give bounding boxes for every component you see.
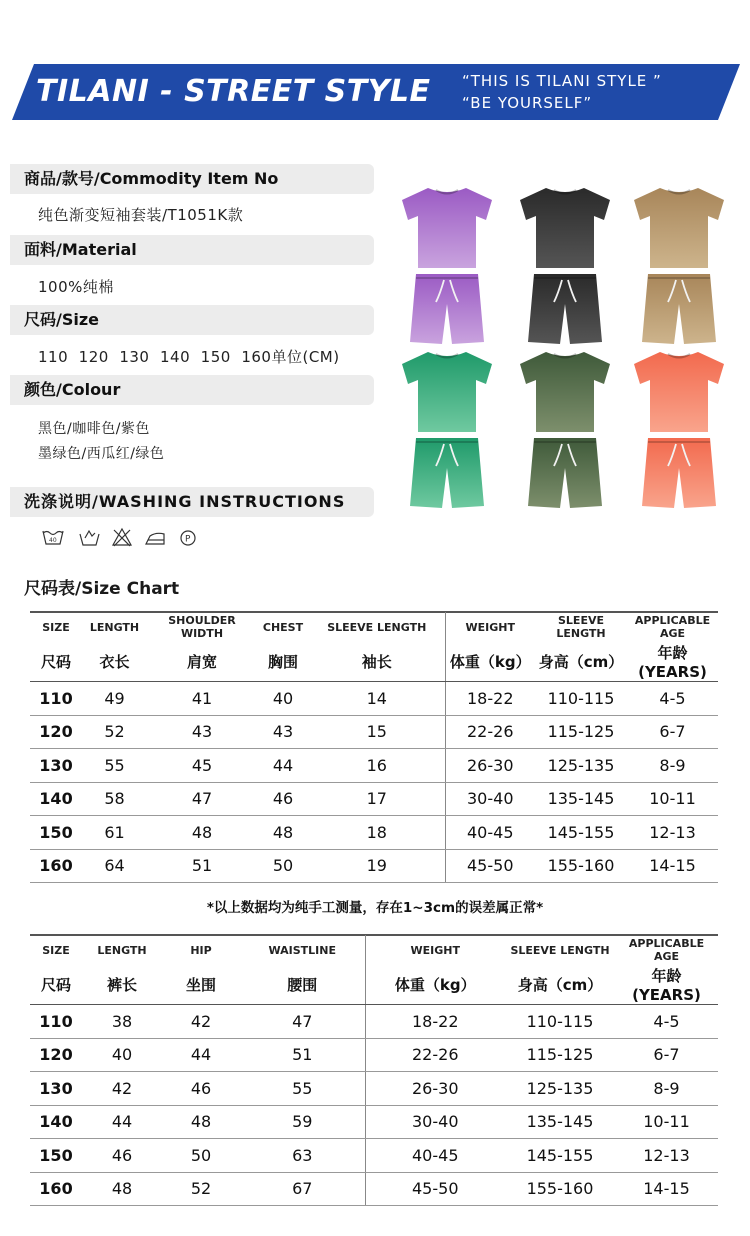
product-watermelon-red <box>632 350 726 518</box>
table-row-cell: 125-135 <box>535 749 627 783</box>
header-cn-row-cell: 体重（kg） <box>365 965 505 1005</box>
header-cn-row-cell: 腰围 <box>240 965 365 1005</box>
item-value: 纯色渐变短袖套装/T1051K款 <box>38 206 244 224</box>
header-en-row-cell: HIP <box>190 943 212 957</box>
table-row <box>30 849 718 883</box>
table-row <box>30 1105 718 1139</box>
table-row-cell: 46 <box>82 1139 162 1173</box>
header-cn-row-cell: 身高（cm） <box>535 642 627 682</box>
table-row-cell: 19 <box>309 849 445 883</box>
header-cn-row-cell: 胸围 <box>257 642 309 682</box>
table-row-cell: 40-45 <box>365 1139 505 1173</box>
header-en-row-cell: SLEEVE LENGTH <box>309 612 445 642</box>
no-bleach-icon <box>113 529 131 546</box>
header-cn-row-cell: 年龄 (YEARS) <box>615 965 718 1005</box>
header-en-row-cell: SIZE <box>42 620 70 634</box>
table-row <box>30 1038 718 1072</box>
header-en-row-cell: SLEEVE LENGTH <box>556 614 606 640</box>
table-row-cell: 40 <box>82 1038 162 1072</box>
colour-label: 颜色/Colour <box>10 375 374 405</box>
table-row-cell: 110 <box>30 682 82 716</box>
size-label: 尺码/Size <box>10 305 374 335</box>
shorts-icon <box>528 274 602 344</box>
table-row-cell: 59 <box>240 1105 365 1139</box>
table-row-cell: 120 <box>30 715 82 749</box>
product-purple <box>400 186 494 354</box>
table-row-cell: 110-115 <box>535 682 627 716</box>
table-row <box>30 1139 718 1173</box>
table-row-cell: 16 <box>309 749 445 783</box>
product-green <box>400 350 494 518</box>
table-row <box>30 782 718 816</box>
table-row-cell: 8-9 <box>627 749 718 783</box>
table-row-cell: 48 <box>147 816 257 850</box>
table-row-cell: 12-13 <box>627 816 718 850</box>
shorts-icon <box>642 274 716 344</box>
table-row-cell: 44 <box>162 1038 240 1072</box>
table-row-cell: 155-160 <box>505 1172 615 1206</box>
shorts-icon <box>410 438 484 508</box>
table-row-cell: 52 <box>162 1172 240 1206</box>
table-row-cell: 44 <box>257 749 309 783</box>
table-row-cell: 135-145 <box>535 782 627 816</box>
header-en-row-cell: APPLICABLE AGE <box>628 937 705 963</box>
table-row-cell: 50 <box>257 849 309 883</box>
table-row-cell: 49 <box>82 682 147 716</box>
tshirt-icon <box>402 188 492 268</box>
header-cn-row-cell: 坐围 <box>162 965 240 1005</box>
size-chart-title: 尺码表/Size Chart <box>24 579 180 599</box>
header-cn-row-cell: 裤长 <box>82 965 162 1005</box>
table-row-cell: 46 <box>162 1072 240 1106</box>
table-row-cell: 18-22 <box>365 1005 505 1039</box>
header-cn-row-cell: 尺码 <box>30 965 82 1005</box>
header-en-row-cell: WEIGHT <box>410 943 460 957</box>
hand-wash-icon <box>80 531 99 545</box>
table-row-cell: 44 <box>82 1105 162 1139</box>
table-row <box>30 1072 718 1106</box>
table-row-cell: 46 <box>257 782 309 816</box>
header-cn-row-cell: 肩宽 <box>147 642 257 682</box>
product-dark-green <box>518 350 612 518</box>
table-row-cell: 18 <box>309 816 445 850</box>
table-row-cell: 48 <box>82 1172 162 1206</box>
table-row-cell: 4-5 <box>615 1005 718 1039</box>
table-row-cell: 51 <box>147 849 257 883</box>
table-row-cell: 47 <box>240 1005 365 1039</box>
table-row-cell: 45 <box>147 749 257 783</box>
table-row <box>30 682 718 716</box>
table-row <box>30 749 718 783</box>
table-row-cell: 10-11 <box>627 782 718 816</box>
bottom-size-table <box>30 935 718 1206</box>
table-row <box>30 715 718 749</box>
svg-text:40: 40 <box>49 537 57 544</box>
table-row-cell: 8-9 <box>615 1072 718 1106</box>
table-row-cell: 55 <box>240 1072 365 1106</box>
table-row-cell: 61 <box>82 816 147 850</box>
table-row-cell: 55 <box>82 749 147 783</box>
table-row-cell: 51 <box>240 1038 365 1072</box>
tshirt-icon <box>634 352 724 432</box>
header-en-row-cell: CHEST <box>262 620 304 634</box>
slogan-line-1: “THIS IS TILANI STYLE ” <box>462 72 662 90</box>
header-en-row-cell: LENGTH <box>89 620 140 634</box>
washing-label: 洗涤说明/WASHING INSTRUCTIONS <box>10 487 374 517</box>
svg-text:P: P <box>185 534 191 545</box>
header-cn-row-cell: 年龄 (YEARS) <box>627 642 718 682</box>
table-row-cell: 22-26 <box>445 715 535 749</box>
material-label: 面料/Material <box>10 235 374 265</box>
table-row-cell: 40-45 <box>445 816 535 850</box>
table-row-cell: 18-22 <box>445 682 535 716</box>
colour-value-2: 墨绿色/西瓜红/绿色 <box>38 446 165 462</box>
table-row-cell: 47 <box>147 782 257 816</box>
header-en-row-cell: SHOULDER WIDTH <box>168 614 236 640</box>
table-row-cell: 12-13 <box>615 1139 718 1173</box>
table-row-cell: 110 <box>30 1005 82 1039</box>
tshirt-icon <box>634 188 724 268</box>
measurement-note: *以上数据均为纯手工测量，存在1~3cm的误差属正常* <box>206 900 544 916</box>
colour-value-1: 黑色/咖啡色/紫色 <box>38 421 150 437</box>
table-row-cell: 22-26 <box>365 1038 505 1072</box>
table-row-cell: 6-7 <box>615 1038 718 1072</box>
table-row-cell: 67 <box>240 1172 365 1206</box>
table-row-cell: 160 <box>30 1172 82 1206</box>
header-en-row-cell: APPLICABLE AGE <box>634 614 711 640</box>
table-row-cell: 58 <box>82 782 147 816</box>
table-row-cell: 17 <box>309 782 445 816</box>
table-row-cell: 52 <box>82 715 147 749</box>
header-en-row-cell: SIZE <box>42 943 70 957</box>
product-coffee <box>632 186 726 354</box>
table-row-cell: 150 <box>30 1139 82 1173</box>
table-row-cell: 26-30 <box>445 749 535 783</box>
table-row-cell: 6-7 <box>627 715 718 749</box>
table-row-cell: 14 <box>309 682 445 716</box>
table-row-cell: 145-155 <box>535 816 627 850</box>
table-row-cell: 63 <box>240 1139 365 1173</box>
table-row-cell: 40 <box>257 682 309 716</box>
header-cn-row <box>30 965 718 1005</box>
table-row-cell: 130 <box>30 749 82 783</box>
table-row-cell: 38 <box>82 1005 162 1039</box>
shorts-icon <box>410 274 484 344</box>
table-row <box>30 1005 718 1039</box>
table-row-cell: 4-5 <box>627 682 718 716</box>
product-black <box>518 186 612 354</box>
header-cn-row-cell: 衣长 <box>82 642 147 682</box>
slogan-line-2: “BE YOURSELF” <box>462 94 593 112</box>
table-row-cell: 43 <box>147 715 257 749</box>
header-en-row <box>30 935 718 965</box>
table-row-cell: 48 <box>162 1105 240 1139</box>
table-row-cell: 125-135 <box>505 1072 615 1106</box>
size-value: 110 120 130 140 150 160单位(CM) <box>38 348 340 366</box>
shorts-icon <box>642 438 716 508</box>
iron-icon <box>146 533 164 544</box>
table-row-cell: 135-145 <box>505 1105 615 1139</box>
brand-title: TILANI - STREET STYLE <box>36 74 431 109</box>
table-row <box>30 1172 718 1206</box>
table-row-cell: 115-125 <box>505 1038 615 1072</box>
table-row-cell: 64 <box>82 849 147 883</box>
top-size-table <box>30 612 718 883</box>
table-row-cell: 43 <box>257 715 309 749</box>
table-row <box>30 816 718 850</box>
header-en-row <box>30 612 718 642</box>
tshirt-icon <box>520 188 610 268</box>
header-cn-row-cell: 身高（cm） <box>505 965 615 1005</box>
tshirt-icon <box>402 352 492 432</box>
header-cn-row-cell: 尺码 <box>30 642 82 682</box>
header-cn-row <box>30 642 718 682</box>
header-cn-row-cell: 袖长 <box>309 642 445 682</box>
shorts-icon <box>528 438 602 508</box>
dry-clean-p-icon <box>181 531 195 545</box>
header-cn-row-cell: 体重（kg） <box>445 642 535 682</box>
table-row-cell: 110-115 <box>505 1005 615 1039</box>
table-row-cell: 42 <box>162 1005 240 1039</box>
table-row-cell: 41 <box>147 682 257 716</box>
table-row-cell: 120 <box>30 1038 82 1072</box>
table-row-cell: 130 <box>30 1072 82 1106</box>
table-row-cell: 140 <box>30 1105 82 1139</box>
item-label: 商品/款号/Commodity Item No <box>10 164 374 194</box>
table-row-cell: 48 <box>257 816 309 850</box>
header-en-row-cell: LENGTH <box>97 943 147 957</box>
table-row-cell: 155-160 <box>535 849 627 883</box>
material-value: 100%纯棉 <box>38 278 114 296</box>
table-row-cell: 140 <box>30 782 82 816</box>
table-row-cell: 30-40 <box>445 782 535 816</box>
header-en-row-cell: SLEEVE LENGTH <box>510 943 610 957</box>
header-en-row-cell: WEIGHT <box>465 620 515 634</box>
table-row-cell: 10-11 <box>615 1105 718 1139</box>
table-row-cell: 42 <box>82 1072 162 1106</box>
table-row-cell: 45-50 <box>445 849 535 883</box>
table-row-cell: 14-15 <box>627 849 718 883</box>
table-row-cell: 45-50 <box>365 1172 505 1206</box>
header-en-row-cell: WAISTLINE <box>240 935 365 965</box>
tshirt-icon <box>520 352 610 432</box>
table-row-cell: 145-155 <box>505 1139 615 1173</box>
washing-icons <box>40 526 210 550</box>
table-row-cell: 160 <box>30 849 82 883</box>
table-row-cell: 14-15 <box>615 1172 718 1206</box>
table-row-cell: 115-125 <box>535 715 627 749</box>
table-row-cell: 150 <box>30 816 82 850</box>
table-row-cell: 26-30 <box>365 1072 505 1106</box>
wash-40-icon <box>43 531 63 544</box>
table-row-cell: 50 <box>162 1139 240 1173</box>
table-row-cell: 30-40 <box>365 1105 505 1139</box>
table-row-cell: 15 <box>309 715 445 749</box>
